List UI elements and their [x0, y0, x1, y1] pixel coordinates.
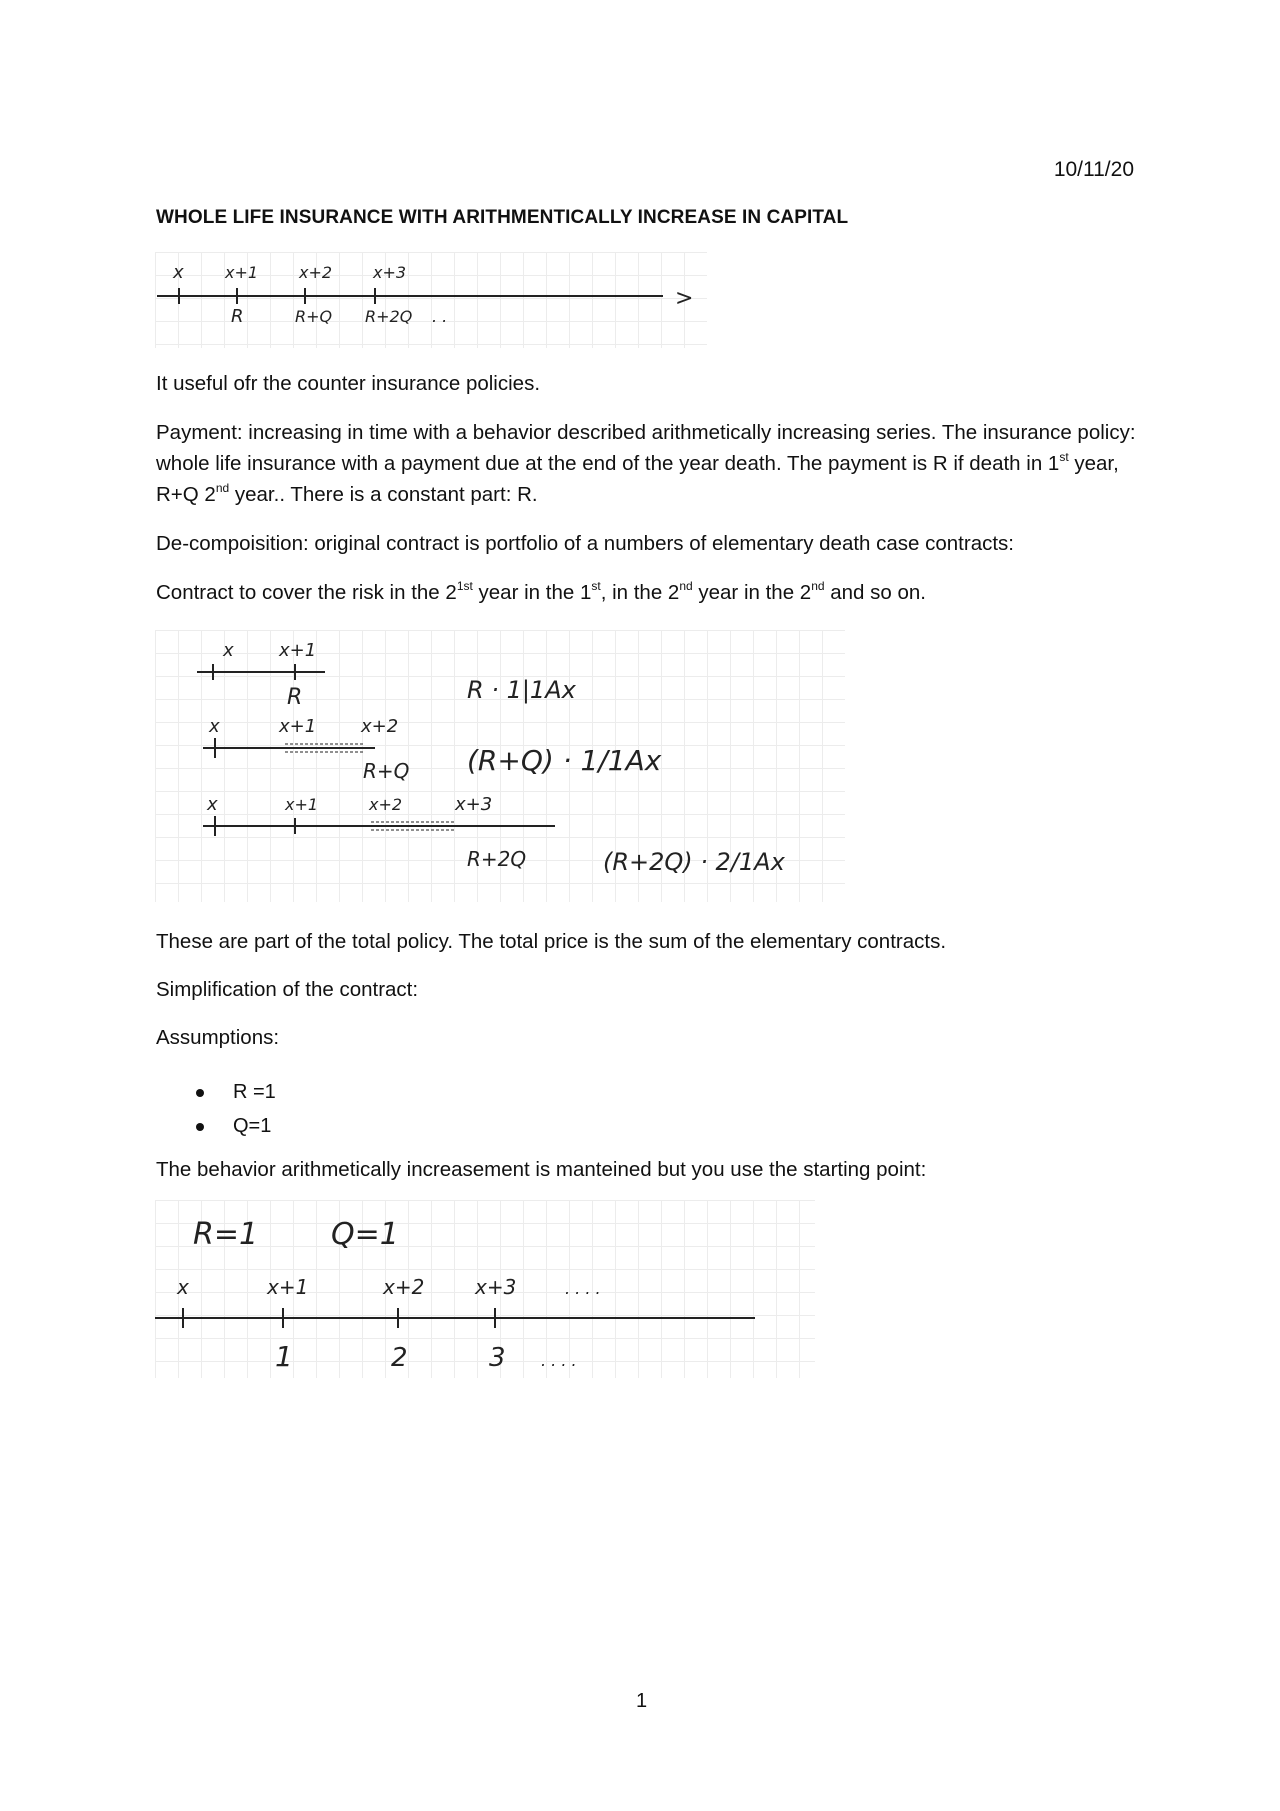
age-label: x [207, 794, 218, 815]
age-label: x [209, 716, 220, 737]
age-label: x+3 [455, 794, 493, 815]
paragraph: Payment: increasing in time with a behavior described arithmetically increasing series. The insurance policy: whole life insurance with a payment due at the end of the year death. The payment is R if death in 1st year, R+Q 2nd year.. There is a constant part: R. [156, 421, 1136, 506]
paragraph: Assumptions: [156, 1026, 280, 1049]
payment-label: R+Q [295, 307, 333, 326]
paragraph: Simplification of the contract: [156, 978, 419, 1001]
payment-label: . . [432, 307, 448, 326]
sketch-simplified-timeline [155, 1200, 815, 1378]
age-label: x+2 [361, 716, 399, 737]
payment-label: R+Q [363, 759, 410, 783]
list-item: R =1 [196, 1075, 276, 1109]
payment-label: R [287, 685, 303, 710]
age-label: x+1 [279, 640, 317, 661]
age-label: x [173, 262, 184, 283]
list-item: Q=1 [196, 1109, 276, 1143]
formula: R · 1|1Ax [467, 676, 576, 704]
assumption-r: R=1 [193, 1217, 259, 1252]
document-date: 10/11/20 [1053, 158, 1134, 181]
ellipsis: . . . . [541, 1351, 577, 1370]
value-label: 1 [275, 1340, 293, 1373]
formula: (R+2Q) · 2/1Ax [603, 848, 785, 876]
age-label: x+1 [225, 263, 259, 282]
age-label: x+3 [475, 1275, 517, 1299]
sketch-timeline-payments [155, 252, 707, 348]
age-label: x+1 [267, 1275, 309, 1299]
paragraph: These are part of the total policy. The total price is the sum of the elementary contracts. [156, 930, 947, 953]
payment-label: R+2Q [467, 847, 527, 871]
paragraph: The behavior arithmetically increasement is manteined but you use the starting point: [156, 1158, 927, 1181]
ellipsis: . . . . [565, 1279, 601, 1298]
payment-label: R+2Q [365, 307, 413, 326]
age-label: x+2 [299, 263, 333, 282]
page-number: 1 [636, 1690, 648, 1712]
arrow-head: > [675, 286, 694, 311]
age-label: x+2 [369, 795, 403, 814]
age-label: x+3 [373, 263, 407, 282]
age-label: x [223, 640, 234, 661]
value-label: 3 [489, 1343, 506, 1373]
age-label: x+1 [279, 716, 317, 737]
assumptions-list [196, 1075, 276, 1143]
age-label: x+2 [383, 1275, 425, 1299]
paragraph: Contract to cover the risk in the $2^{1st}$ year in the 1st, in the 2nd year in the 2nd and so on. [156, 579, 927, 604]
paragraph: De-compoisition: original contract is portfolio of a numbers of elementary death case contracts: [156, 532, 1014, 555]
age-label: x+1 [285, 795, 319, 814]
document-title: WHOLE LIFE INSURANCE WITH ARITHMENTICALLY INCREASE IN CAPITAL [156, 207, 849, 228]
paragraph: It useful ofr the counter insurance policies. [156, 372, 541, 395]
sketch-decomposition [155, 630, 845, 902]
value-label: 2 [391, 1343, 408, 1373]
assumption-q: Q=1 [331, 1217, 399, 1252]
payment-label: R [231, 306, 244, 327]
formula: (R+Q) · 1/1Ax [467, 744, 662, 777]
age-label: x [177, 1275, 189, 1299]
